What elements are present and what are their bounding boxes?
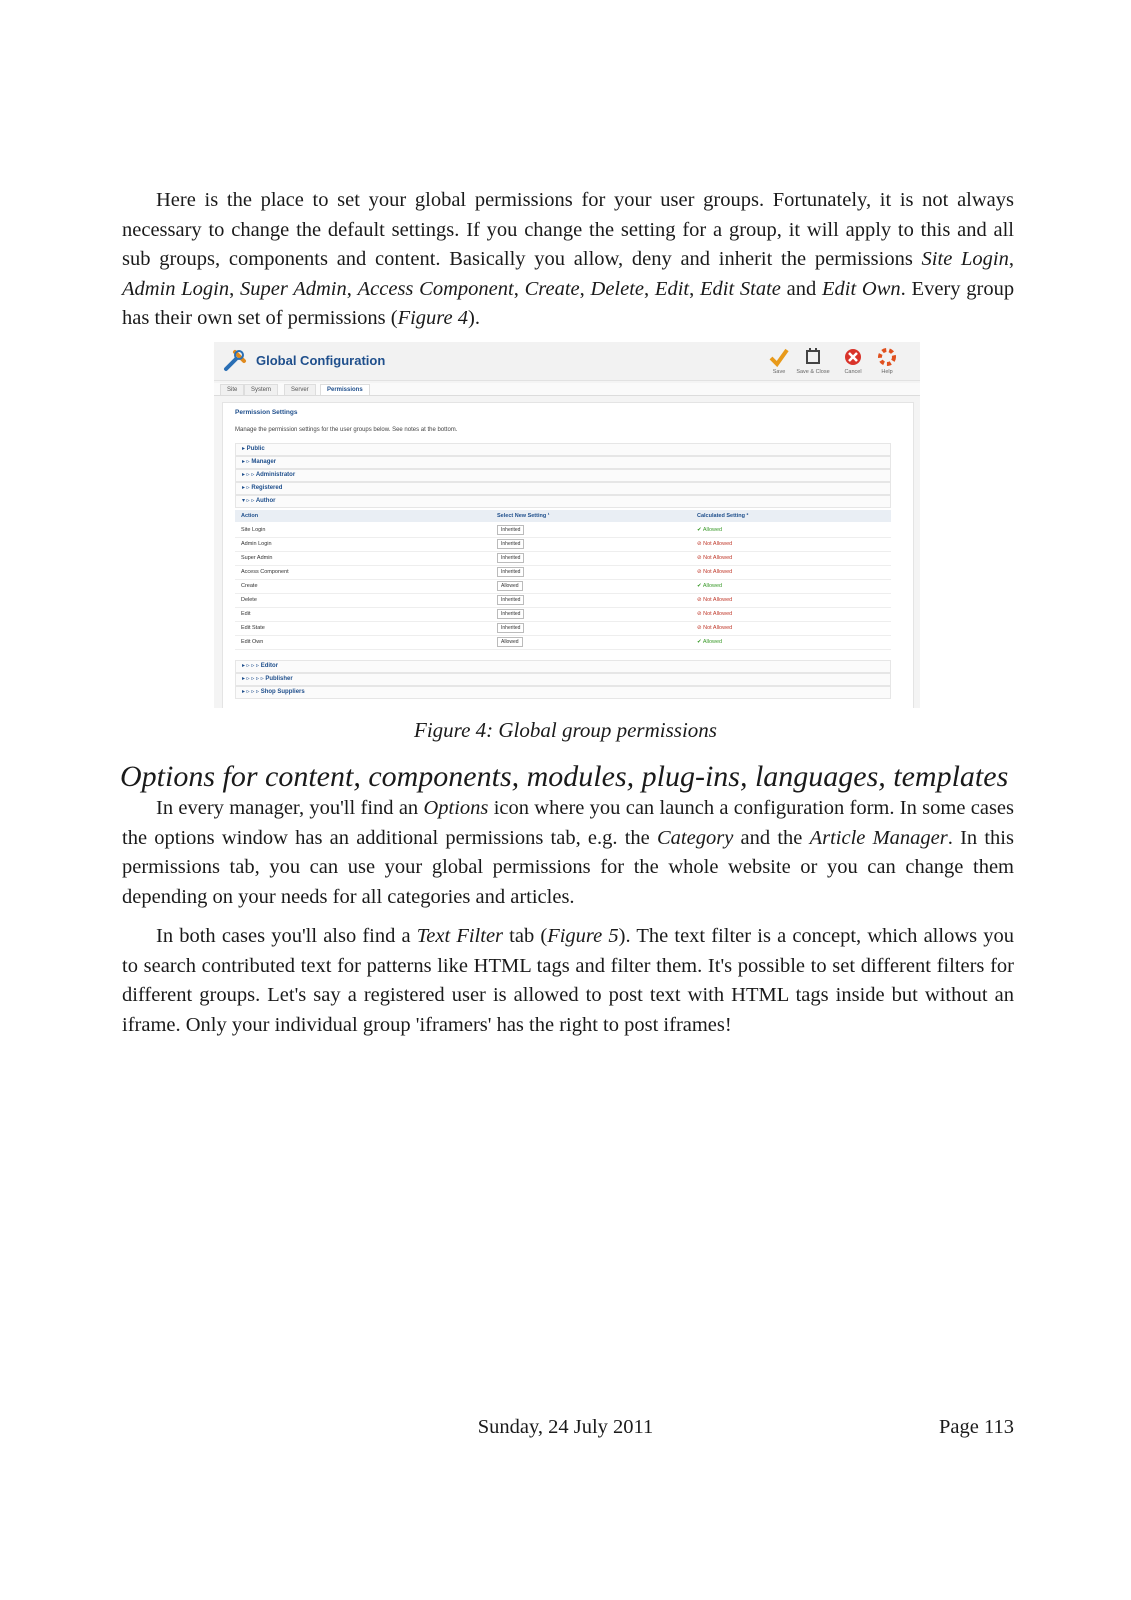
tab-server[interactable]: Server — [284, 384, 316, 395]
calculated-setting: ⊘ Not Allowed — [697, 541, 733, 547]
permission-row — [235, 524, 891, 538]
setting-cell — [497, 538, 524, 551]
permission-action: Create — [241, 583, 258, 589]
save-close-button[interactable]: Save & Close — [796, 345, 830, 379]
cancel-button[interactable]: Cancel — [836, 345, 870, 379]
panel-legend: Permission Settings — [235, 409, 298, 416]
footer-page-number: Page 113 — [939, 1416, 1014, 1438]
global-configuration-screenshot — [214, 342, 920, 708]
permission-action: Edit Own — [241, 639, 264, 645]
setting-select[interactable]: Inherited — [497, 609, 524, 619]
permission-row — [235, 580, 891, 594]
wrench-screwdriver-icon — [222, 348, 248, 374]
panel-description: Manage the permission settings for the user groups below. See notes at the bottom. — [235, 427, 458, 433]
permission-action: Admin Login — [241, 541, 272, 547]
permission-row — [235, 566, 891, 580]
setting-select[interactable]: Allowed — [497, 581, 523, 591]
section-heading: Options for content, components, modules, plug-ins, languages, templates — [120, 760, 1009, 793]
setting-select[interactable]: Inherited — [497, 595, 524, 605]
group-administrator[interactable]: ▸ ▹ ▹ Administrator — [235, 469, 891, 482]
permission-settings-panel — [222, 402, 914, 708]
group-shop-suppliers[interactable]: ▸ ▹ ▹ ▹ Shop Suppliers — [235, 686, 891, 699]
tab-system[interactable]: System — [244, 384, 278, 395]
group-author[interactable]: ▾ ▹ ▹ Author — [235, 495, 891, 508]
save-close-icon — [802, 347, 824, 367]
calculated-setting: ✔ Allowed — [697, 527, 723, 533]
text-filter-paragraph: In both cases you'll also find a Text Filter tab (Figure 5). The text filter is a concept, which allows you to search contributed text for patterns like HTML tags and filter them. It's possible to set different filters for different groups. Let's say a registered user is allowed to post text with HTML tags inside but without an iframe. Only your individual group 'iframers' has the right to post iframes! — [122, 925, 1014, 1036]
permission-row — [235, 636, 891, 650]
permission-row — [235, 608, 891, 622]
group-manager[interactable]: ▸ ▹ Manager — [235, 456, 891, 469]
tab-site[interactable]: Site — [220, 384, 244, 395]
permission-action: Access Component — [241, 569, 289, 575]
calculated-setting: ⊘ Not Allowed — [697, 569, 733, 575]
figure-header — [214, 342, 920, 381]
permission-action: Site Login — [241, 527, 266, 533]
permission-action: Edit State — [241, 625, 265, 631]
calculated-setting: ⊘ Not Allowed — [697, 597, 733, 603]
setting-cell — [497, 566, 524, 579]
intro-paragraph: Here is the place to set your global permissions for your user groups. Fortunately, it is not always necessary to change the default settings. If you change the setting for a group, it will apply to this and all sub groups, components and content. Basically you allow, deny and inherit the permissions Site Login, Admin Login, Super Admin, Access Component, Create, Delete, Edit, Edit State and Edit Own. Every group has their own set of permissions (Figure 4). — [122, 189, 1015, 329]
footer-date: Sunday, 24 July 2011 — [477, 1416, 654, 1438]
setting-cell — [497, 622, 524, 635]
figure-title: Global Configuration — [256, 353, 386, 368]
setting-select[interactable]: Inherited — [497, 553, 524, 563]
figure-tabs — [214, 383, 920, 396]
calculated-setting: ⊘ Not Allowed — [697, 555, 733, 561]
permission-action: Super Admin — [241, 555, 273, 561]
setting-cell — [497, 636, 523, 649]
calculated-setting: ⊘ Not Allowed — [697, 625, 733, 631]
help-button[interactable]: Help — [870, 345, 904, 379]
cancel-icon — [842, 347, 864, 367]
calculated-setting: ⊘ Not Allowed — [697, 611, 733, 617]
setting-select[interactable]: Inherited — [497, 567, 524, 577]
group-public[interactable]: ▸ Public — [235, 443, 891, 456]
permission-row — [235, 594, 891, 608]
setting-cell — [497, 524, 524, 537]
permission-row — [235, 552, 891, 566]
setting-select[interactable]: Allowed — [497, 637, 523, 647]
group-publisher[interactable]: ▸ ▹ ▹ ▹ ▹ Publisher — [235, 673, 891, 686]
setting-cell — [497, 552, 524, 565]
figure-caption: Figure 4: Global group permissions — [414, 718, 717, 742]
setting-select[interactable]: Inherited — [497, 623, 524, 633]
options-paragraph: In every manager, you'll find an Options icon where you can launch a configuration form. In some cases the options window has an additional permissions tab, e.g. the Category and the Article Manager. In this permissions tab, you can use your global permissions for the whole website or you can change them depending on your needs for all categories and articles. — [122, 797, 1014, 908]
permission-action: Edit — [241, 611, 251, 617]
calculated-setting: ✔ Allowed — [697, 583, 723, 589]
setting-cell — [497, 608, 524, 621]
setting-cell — [497, 580, 523, 593]
setting-select[interactable]: Inherited — [497, 525, 524, 535]
calculated-setting: ✔ Allowed — [697, 639, 723, 645]
checkmark-icon — [768, 347, 790, 367]
help-icon — [876, 347, 898, 367]
permission-action: Delete — [241, 597, 257, 603]
tab-permissions[interactable]: Permissions — [320, 384, 370, 395]
permissions-table-header: Action Select New Setting ¹ Calculated Setting ² — [235, 510, 891, 522]
setting-cell — [497, 594, 524, 607]
permission-row — [235, 622, 891, 636]
group-editor[interactable]: ▸ ▹ ▹ ▹ Editor — [235, 660, 891, 673]
setting-select[interactable]: Inherited — [497, 539, 524, 549]
group-registered[interactable]: ▸ ▹ Registered — [235, 482, 891, 495]
save-button[interactable]: Save — [762, 345, 796, 379]
permission-row — [235, 538, 891, 552]
